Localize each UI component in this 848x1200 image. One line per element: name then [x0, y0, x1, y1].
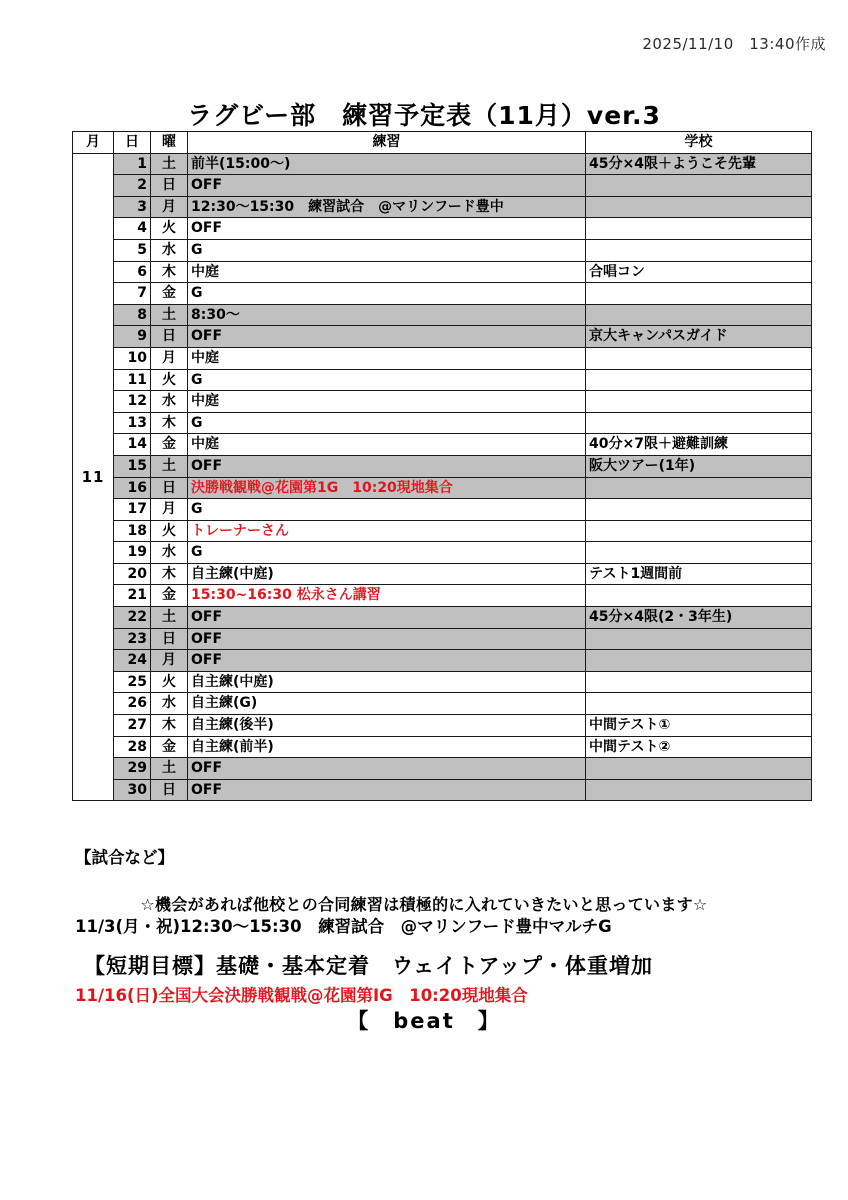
- month-cell: 11: [73, 153, 114, 801]
- day-number-cell: 14: [114, 434, 151, 456]
- table-row: [73, 607, 812, 629]
- day-number-cell: 26: [114, 693, 151, 715]
- practice-cell: 自主練(G): [188, 693, 586, 715]
- weekday-cell: 木: [151, 261, 188, 283]
- school-event-cell: 中間テスト②: [586, 736, 812, 758]
- weekday-cell: 水: [151, 239, 188, 261]
- practice-cell: OFF: [188, 175, 586, 197]
- practice-cell: OFF: [188, 758, 586, 780]
- school-event-cell: 45分×4限＋ようこそ先輩: [586, 153, 812, 175]
- table-row: [73, 196, 812, 218]
- table-row: [73, 520, 812, 542]
- weekday-cell: 土: [151, 153, 188, 175]
- weekday-cell: 月: [151, 650, 188, 672]
- table-body: [73, 153, 812, 801]
- day-number-cell: 6: [114, 261, 151, 283]
- school-event-cell: [586, 693, 812, 715]
- practice-cell: 自主練(中庭): [188, 671, 586, 693]
- table-row: [73, 412, 812, 434]
- table-row: [73, 585, 812, 607]
- column-header-day: 日: [114, 132, 151, 154]
- table-row: [73, 499, 812, 521]
- day-number-cell: 7: [114, 283, 151, 305]
- practice-cell: 自主練(後半): [188, 715, 586, 737]
- table-row: [73, 758, 812, 780]
- school-event-cell: [586, 304, 812, 326]
- practice-cell: 中庭: [188, 261, 586, 283]
- day-number-cell: 15: [114, 455, 151, 477]
- team-motto-line: 【 beat 】: [347, 1009, 501, 1033]
- table-row: [73, 369, 812, 391]
- joint-practice-wish-line: ☆機会があれば他校との合同練習は積極的に入れていきたいと思っています☆: [140, 895, 708, 914]
- matches-note-line-1: 11/3(月・祝)12:30〜15:30 練習試合 @マリンフード豊中マルチG: [75, 917, 612, 936]
- practice-cell: 8:30〜: [188, 304, 586, 326]
- school-event-cell: [586, 499, 812, 521]
- column-header-month: 月: [73, 132, 114, 154]
- school-event-cell: [586, 412, 812, 434]
- school-event-cell: [586, 347, 812, 369]
- table-row: [73, 239, 812, 261]
- weekday-cell: 月: [151, 347, 188, 369]
- table-row: [73, 563, 812, 585]
- school-event-cell: 40分×7限＋避難訓練: [586, 434, 812, 456]
- practice-cell: 自主練(前半): [188, 736, 586, 758]
- table-row: [73, 261, 812, 283]
- practice-cell: OFF: [188, 455, 586, 477]
- practice-cell: G: [188, 239, 586, 261]
- short-term-goal-line: 【短期目標】基礎・基本定着 ウェイトアップ・体重増加: [84, 954, 654, 978]
- weekday-cell: 火: [151, 369, 188, 391]
- table-row: [73, 650, 812, 672]
- day-number-cell: 18: [114, 520, 151, 542]
- weekday-cell: 日: [151, 779, 188, 801]
- table-header-row: [73, 132, 812, 154]
- practice-cell: G: [188, 369, 586, 391]
- practice-cell: G: [188, 499, 586, 521]
- school-event-cell: テスト1週間前: [586, 563, 812, 585]
- school-event-cell: [586, 239, 812, 261]
- school-event-cell: [586, 650, 812, 672]
- practice-cell: OFF: [188, 326, 586, 348]
- school-event-cell: [586, 671, 812, 693]
- day-number-cell: 1: [114, 153, 151, 175]
- table-row: [73, 693, 812, 715]
- practice-cell: トレーナーさん: [188, 520, 586, 542]
- school-event-cell: [586, 585, 812, 607]
- created-timestamp: 2025/11/10 13:40作成: [642, 35, 826, 53]
- table-row: [73, 175, 812, 197]
- table-row: [73, 304, 812, 326]
- school-event-cell: [586, 542, 812, 564]
- school-event-cell: [586, 758, 812, 780]
- table-row: [73, 779, 812, 801]
- weekday-cell: 日: [151, 326, 188, 348]
- day-number-cell: 29: [114, 758, 151, 780]
- table-header: [73, 132, 812, 154]
- matches-notes-block: [75, 800, 612, 1030]
- school-event-cell: [586, 520, 812, 542]
- school-event-cell: 合唱コン: [586, 261, 812, 283]
- practice-cell: G: [188, 412, 586, 434]
- practice-cell: OFF: [188, 218, 586, 240]
- practice-cell: 自主練(中庭): [188, 563, 586, 585]
- day-number-cell: 28: [114, 736, 151, 758]
- day-number-cell: 30: [114, 779, 151, 801]
- day-number-cell: 4: [114, 218, 151, 240]
- weekday-cell: 火: [151, 218, 188, 240]
- practice-cell: G: [188, 283, 586, 305]
- day-number-cell: 16: [114, 477, 151, 499]
- weekday-cell: 水: [151, 542, 188, 564]
- weekday-cell: 月: [151, 499, 188, 521]
- practice-cell: OFF: [188, 607, 586, 629]
- practice-cell: 15:30~16:30 松永さん講習: [188, 585, 586, 607]
- practice-cell: 前半(15:00〜): [188, 153, 586, 175]
- school-event-cell: [586, 477, 812, 499]
- weekday-cell: 土: [151, 607, 188, 629]
- table-row: [73, 391, 812, 413]
- practice-schedule-table: [72, 131, 812, 801]
- table-row: [73, 671, 812, 693]
- school-event-cell: [586, 628, 812, 650]
- school-event-cell: [586, 218, 812, 240]
- table-row: [73, 283, 812, 305]
- day-number-cell: 3: [114, 196, 151, 218]
- weekday-cell: 金: [151, 585, 188, 607]
- practice-cell: 12:30〜15:30 練習試合 @マリンフード豊中: [188, 196, 586, 218]
- table-row: [73, 326, 812, 348]
- school-event-cell: [586, 779, 812, 801]
- weekday-cell: 土: [151, 455, 188, 477]
- day-number-cell: 23: [114, 628, 151, 650]
- school-event-cell: 45分×4限(2・3年生): [586, 607, 812, 629]
- column-header-school: 学校: [586, 132, 812, 154]
- weekday-cell: 日: [151, 477, 188, 499]
- school-event-cell: 阪大ツアー(1年): [586, 455, 812, 477]
- weekday-cell: 土: [151, 758, 188, 780]
- day-number-cell: 27: [114, 715, 151, 737]
- practice-cell: 中庭: [188, 434, 586, 456]
- column-header-practice: 練習: [188, 132, 586, 154]
- column-header-weekday: 曜: [151, 132, 188, 154]
- day-number-cell: 20: [114, 563, 151, 585]
- table-row: [73, 477, 812, 499]
- school-event-cell: 中間テスト①: [586, 715, 812, 737]
- school-event-cell: 京大キャンパスガイド: [586, 326, 812, 348]
- table-row: [73, 434, 812, 456]
- weekday-cell: 火: [151, 520, 188, 542]
- day-number-cell: 9: [114, 326, 151, 348]
- table-row: [73, 455, 812, 477]
- day-number-cell: 21: [114, 585, 151, 607]
- day-number-cell: 2: [114, 175, 151, 197]
- school-event-cell: [586, 369, 812, 391]
- weekday-cell: 木: [151, 715, 188, 737]
- weekday-cell: 水: [151, 391, 188, 413]
- weekday-cell: 木: [151, 563, 188, 585]
- table-row: [73, 347, 812, 369]
- school-event-cell: [586, 175, 812, 197]
- table-row: [73, 153, 812, 175]
- practice-cell: 中庭: [188, 347, 586, 369]
- school-event-cell: [586, 283, 812, 305]
- practice-schedule-table-wrapper: [72, 131, 776, 801]
- practice-cell: OFF: [188, 628, 586, 650]
- table-row: [73, 715, 812, 737]
- weekday-cell: 金: [151, 736, 188, 758]
- matches-note-line-2: 11/16(日)全国大会決勝戦観戦@花園第ⅠG 10:20現地集合: [75, 986, 528, 1005]
- day-number-cell: 8: [114, 304, 151, 326]
- day-number-cell: 10: [114, 347, 151, 369]
- weekday-cell: 月: [151, 196, 188, 218]
- weekday-cell: 金: [151, 283, 188, 305]
- day-number-cell: 24: [114, 650, 151, 672]
- school-event-cell: [586, 391, 812, 413]
- weekday-cell: 日: [151, 175, 188, 197]
- day-number-cell: 25: [114, 671, 151, 693]
- table-row: [73, 542, 812, 564]
- page-title: ラグビー部 練習予定表（11月）ver.3: [187, 101, 661, 130]
- matches-notes-heading: 【試合など】: [75, 848, 174, 867]
- weekday-cell: 火: [151, 671, 188, 693]
- practice-cell: G: [188, 542, 586, 564]
- day-number-cell: 12: [114, 391, 151, 413]
- day-number-cell: 13: [114, 412, 151, 434]
- practice-cell: OFF: [188, 650, 586, 672]
- day-number-cell: 11: [114, 369, 151, 391]
- table-row: [73, 736, 812, 758]
- day-number-cell: 19: [114, 542, 151, 564]
- school-event-cell: [586, 196, 812, 218]
- day-number-cell: 17: [114, 499, 151, 521]
- weekday-cell: 水: [151, 693, 188, 715]
- practice-cell: 決勝戦観戦@花園第1G 10:20現地集合: [188, 477, 586, 499]
- practice-cell: 中庭: [188, 391, 586, 413]
- weekday-cell: 木: [151, 412, 188, 434]
- day-number-cell: 22: [114, 607, 151, 629]
- table-row: [73, 218, 812, 240]
- weekday-cell: 土: [151, 304, 188, 326]
- weekday-cell: 金: [151, 434, 188, 456]
- table-row: [73, 628, 812, 650]
- practice-cell: OFF: [188, 779, 586, 801]
- day-number-cell: 5: [114, 239, 151, 261]
- weekday-cell: 日: [151, 628, 188, 650]
